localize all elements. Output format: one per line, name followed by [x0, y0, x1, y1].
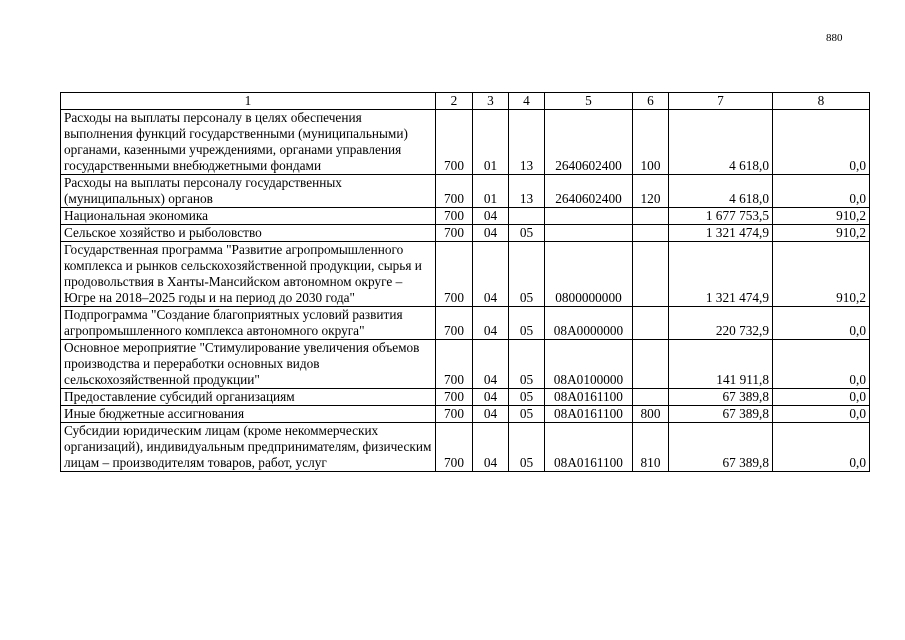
razdel-cell: 04	[473, 242, 509, 307]
glava-cell: 700	[436, 110, 473, 175]
target-article-cell: 2640602400	[545, 175, 633, 208]
razdel-cell: 04	[473, 340, 509, 389]
table-row	[61, 225, 870, 242]
amount-cell: 1 677 753,5	[669, 208, 773, 225]
expense-type-cell	[633, 340, 669, 389]
table-row	[61, 423, 870, 472]
glava-cell: 700	[436, 242, 473, 307]
razdel-cell: 04	[473, 406, 509, 423]
row-name-cell: Расходы на выплаты персоналу государственных (муниципальных) органов	[61, 175, 436, 208]
table-row	[61, 307, 870, 340]
row-name-cell: Иные бюджетные ассигнования	[61, 406, 436, 423]
table-row	[61, 242, 870, 307]
expense-type-cell: 810	[633, 423, 669, 472]
target-article-cell: 08А0161100	[545, 389, 633, 406]
podrazdel-cell	[509, 208, 545, 225]
expense-type-cell	[633, 307, 669, 340]
table-row	[61, 110, 870, 175]
amount-cell: 4 618,0	[669, 175, 773, 208]
amount-cell: 67 389,8	[669, 389, 773, 406]
column-header: 3	[473, 93, 509, 110]
expense-type-cell: 100	[633, 110, 669, 175]
row-name-cell: Национальная экономика	[61, 208, 436, 225]
row-name-cell: Предоставление субсидий организациям	[61, 389, 436, 406]
column-header: 6	[633, 93, 669, 110]
expense-type-cell	[633, 225, 669, 242]
glava-cell: 700	[436, 208, 473, 225]
column-header: 4	[509, 93, 545, 110]
table-body	[61, 110, 870, 472]
amount-cell: 67 389,8	[669, 423, 773, 472]
column-header: 5	[545, 93, 633, 110]
table-row	[61, 208, 870, 225]
target-article-cell: 08А0161100	[545, 423, 633, 472]
glava-cell: 700	[436, 340, 473, 389]
glava-cell: 700	[436, 225, 473, 242]
table-row	[61, 406, 870, 423]
table-row	[61, 389, 870, 406]
razdel-cell: 04	[473, 389, 509, 406]
razdel-cell: 04	[473, 208, 509, 225]
target-article-cell: 08А0161100	[545, 406, 633, 423]
expense-type-cell	[633, 389, 669, 406]
expense-type-cell: 800	[633, 406, 669, 423]
podrazdel-cell: 05	[509, 340, 545, 389]
razdel-cell: 01	[473, 110, 509, 175]
target-article-cell: 08А0000000	[545, 307, 633, 340]
amount-cell: 1 321 474,9	[669, 242, 773, 307]
amount-federal-cell: 910,2	[773, 242, 870, 307]
amount-cell: 141 911,8	[669, 340, 773, 389]
budget-table	[60, 92, 870, 472]
amount-federal-cell: 0,0	[773, 340, 870, 389]
glava-cell: 700	[436, 423, 473, 472]
glava-cell: 700	[436, 406, 473, 423]
target-article-cell: 2640602400	[545, 110, 633, 175]
table-row	[61, 340, 870, 389]
amount-federal-cell: 910,2	[773, 225, 870, 242]
amount-federal-cell: 0,0	[773, 423, 870, 472]
glava-cell: 700	[436, 307, 473, 340]
amount-federal-cell: 0,0	[773, 307, 870, 340]
podrazdel-cell: 05	[509, 242, 545, 307]
target-article-cell	[545, 225, 633, 242]
podrazdel-cell: 05	[509, 225, 545, 242]
row-name-cell: Государственная программа "Развитие агропромышленного комплекса и рынков сельскохозяйственной продукции, сырья и продовольствия в Ханты-Мансийском автономном округе – Югре на 2018–2025 годы и на период до 2030 года"	[61, 242, 436, 307]
page-number: 880	[826, 32, 843, 44]
column-header: 1	[61, 93, 436, 110]
amount-federal-cell: 0,0	[773, 175, 870, 208]
row-name-cell: Основное мероприятие "Стимулирование увеличения объемов производства и переработки основных видов сельскохозяйственной продукции"	[61, 340, 436, 389]
amount-federal-cell: 0,0	[773, 406, 870, 423]
row-name-cell: Сельское хозяйство и рыболовство	[61, 225, 436, 242]
column-header: 7	[669, 93, 773, 110]
amount-federal-cell: 0,0	[773, 110, 870, 175]
row-name-cell: Субсидии юридическим лицам (кроме некоммерческих организаций), индивидуальным предпринимателям, физическим лицам – производителям товаров, работ, услуг	[61, 423, 436, 472]
glava-cell: 700	[436, 175, 473, 208]
amount-cell: 67 389,8	[669, 406, 773, 423]
table-header-row	[61, 93, 870, 110]
table-row	[61, 175, 870, 208]
target-article-cell	[545, 208, 633, 225]
column-header: 2	[436, 93, 473, 110]
podrazdel-cell: 05	[509, 389, 545, 406]
podrazdel-cell: 05	[509, 423, 545, 472]
target-article-cell: 0800000000	[545, 242, 633, 307]
amount-cell: 1 321 474,9	[669, 225, 773, 242]
amount-cell: 220 732,9	[669, 307, 773, 340]
expense-type-cell	[633, 242, 669, 307]
target-article-cell: 08А0100000	[545, 340, 633, 389]
amount-federal-cell: 0,0	[773, 389, 870, 406]
razdel-cell: 01	[473, 175, 509, 208]
podrazdel-cell: 05	[509, 406, 545, 423]
row-name-cell: Расходы на выплаты персоналу в целях обеспечения выполнения функций государственными (муниципальными) органами, казенными учреждениями, органами управления государственными внебюджетными фондами	[61, 110, 436, 175]
row-name-cell: Подпрограмма "Создание благоприятных условий развития агропромышленного комплекса автономного округа"	[61, 307, 436, 340]
podrazdel-cell: 05	[509, 307, 545, 340]
amount-federal-cell: 910,2	[773, 208, 870, 225]
razdel-cell: 04	[473, 225, 509, 242]
amount-cell: 4 618,0	[669, 110, 773, 175]
razdel-cell: 04	[473, 307, 509, 340]
podrazdel-cell: 13	[509, 175, 545, 208]
expense-type-cell	[633, 208, 669, 225]
podrazdel-cell: 13	[509, 110, 545, 175]
column-header: 8	[773, 93, 870, 110]
razdel-cell: 04	[473, 423, 509, 472]
glava-cell: 700	[436, 389, 473, 406]
expense-type-cell: 120	[633, 175, 669, 208]
